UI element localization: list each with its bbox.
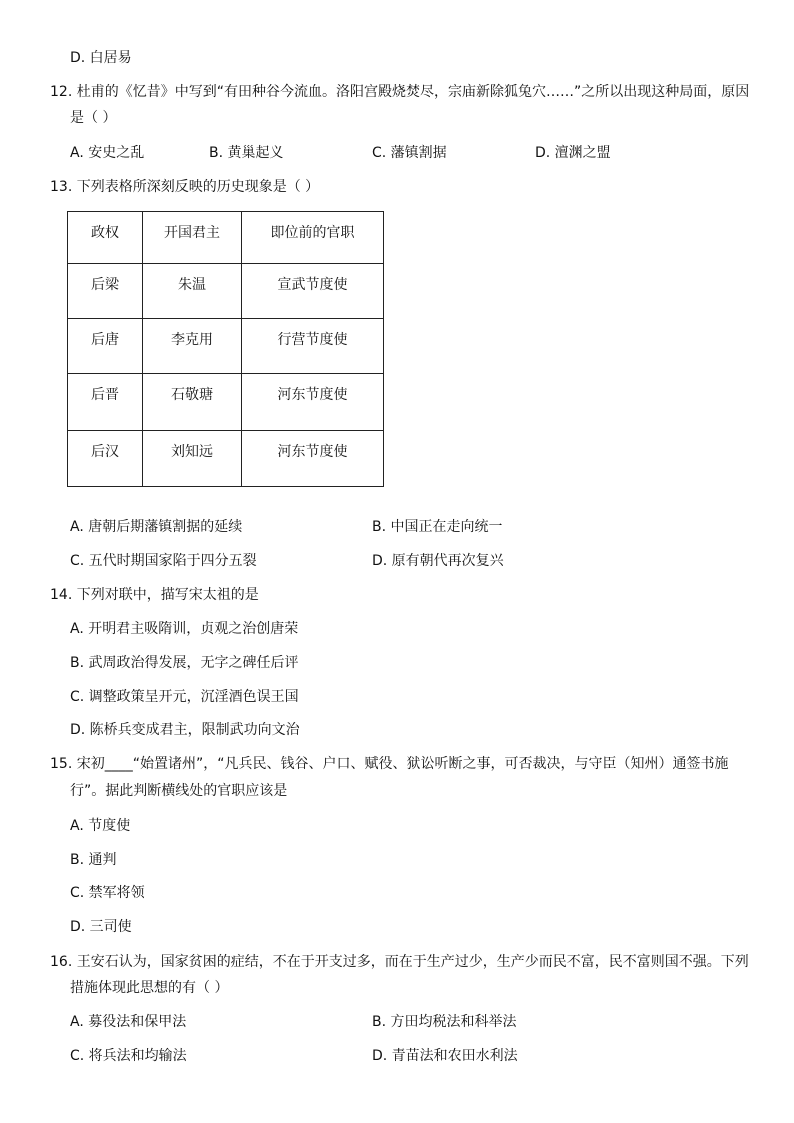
table-cell: 后唐 bbox=[68, 319, 143, 374]
table-cell: 宣武节度使 bbox=[242, 264, 384, 319]
q15-stem-line2: 行”。据此判断横线处的官职应该是 bbox=[70, 783, 288, 799]
q13-option-d: D. 原有朝代再次复兴 bbox=[372, 553, 504, 569]
q12-stem-line1: 12. 杜甫的《忆昔》中写到“有田种谷今流血。洛阳宫殿烧焚尽，宗庙新除狐兔穴……”之所以出现这种局面，原因 bbox=[50, 84, 750, 100]
q16-option-a: A. 募役法和保甲法 bbox=[70, 1014, 187, 1030]
table-cell: 河东节度使 bbox=[242, 374, 384, 431]
table-header-cell: 开国君主 bbox=[143, 212, 242, 264]
q16-option-c: C. 将兵法和均输法 bbox=[70, 1048, 187, 1064]
table-row bbox=[68, 319, 384, 374]
table-cell: 李克用 bbox=[143, 319, 242, 374]
q14-option-d: D. 陈桥兵变成君主，限制武功向文治 bbox=[70, 722, 300, 738]
table-cell: 后汉 bbox=[68, 431, 143, 487]
q12-option-d: D. 澶渊之盟 bbox=[535, 145, 611, 161]
q16-option-b: B. 方田均税法和科举法 bbox=[372, 1014, 517, 1030]
q13-option-c: C. 五代时期国家陷于四分五裂 bbox=[70, 553, 257, 569]
table-row bbox=[68, 264, 384, 319]
table-header-row bbox=[68, 212, 384, 264]
q15-stem-line1: 15. 宋初____“始置诸州”，“凡兵民、钱谷、户口、赋役、狱讼听断之事，可否裁决，与守臣（知州）通签书施 bbox=[50, 756, 729, 772]
q16-option-d: D. 青苗法和农田水利法 bbox=[372, 1048, 518, 1064]
table-cell: 朱温 bbox=[143, 264, 242, 319]
table-cell: 石敬瑭 bbox=[143, 374, 242, 431]
q13-option-b: B. 中国正在走向统一 bbox=[372, 519, 503, 535]
table-row bbox=[68, 431, 384, 487]
q15-option-a: A. 节度使 bbox=[70, 818, 131, 834]
table-header-cell: 即位前的官职 bbox=[242, 212, 384, 264]
q14-option-a: A. 开明君主吸隋训，贞观之治创唐荣 bbox=[70, 621, 299, 637]
q15-option-b: B. 通判 bbox=[70, 852, 117, 868]
table-cell: 后梁 bbox=[68, 264, 143, 319]
table-cell: 后晋 bbox=[68, 374, 143, 431]
q14-stem: 14. 下列对联中，描写宋太祖的是 bbox=[50, 587, 259, 603]
q15-option-d: D. 三司使 bbox=[70, 919, 132, 935]
history-table bbox=[67, 211, 384, 487]
q13-stem: 13. 下列表格所深刻反映的历史现象是（ ） bbox=[50, 179, 320, 195]
q14-option-c: C. 调整政策呈开元，沉淫酒色误王国 bbox=[70, 689, 299, 705]
q16-stem-line2: 措施体现此思想的有（ ） bbox=[70, 980, 229, 996]
q14-option-b: B. 武周政治得发展，无字之碑任后评 bbox=[70, 655, 299, 671]
q11-option-d: D. 白居易 bbox=[70, 50, 132, 66]
table-header-cell: 政权 bbox=[68, 212, 143, 264]
table-cell: 河东节度使 bbox=[242, 431, 384, 487]
q16-stem-line1: 16. 王安石认为，国家贫困的症结，不在于开支过多，而在于生产过少，生产少而民不富，民不富则国不强。下列 bbox=[50, 954, 749, 970]
q13-option-a: A. 唐朝后期藩镇割据的延续 bbox=[70, 519, 243, 535]
table-row bbox=[68, 374, 384, 431]
q12-option-c: C. 藩镇割据 bbox=[372, 145, 447, 161]
q12-option-b: B. 黄巢起义 bbox=[209, 145, 284, 161]
table-cell: 行营节度使 bbox=[242, 319, 384, 374]
q12-option-a: A. 安史之乱 bbox=[70, 145, 145, 161]
q15-option-c: C. 禁军将领 bbox=[70, 885, 145, 901]
q12-stem-line2: 是（ ） bbox=[70, 110, 117, 126]
table-cell: 刘知远 bbox=[143, 431, 242, 487]
